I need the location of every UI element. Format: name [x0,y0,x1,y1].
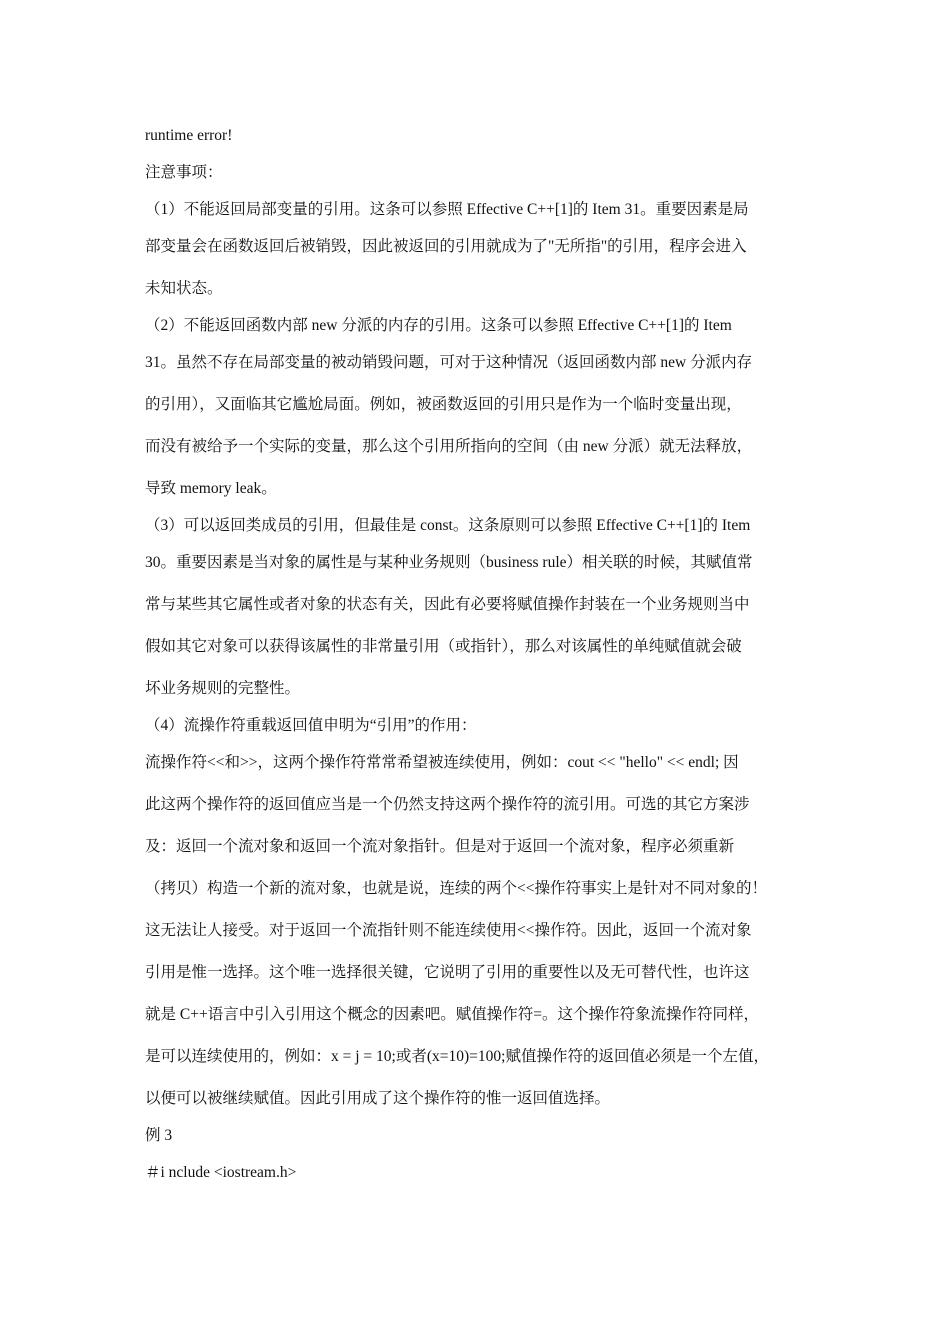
text-line: 坏业务规则的完整性。 [145,680,301,697]
text-line: （4）流操作符重载返回值申明为“引用”的作用： [145,717,477,734]
text-line: 是可以连续使用的，例如：x = j = 10;或者(x=10)=100;赋值操作符的返回值必须是一个左值， [145,1048,769,1065]
text-line: 引用是惟一选择。这个唯一选择很关键，它说明了引用的重要性以及无可替代性，也许这 [145,964,750,981]
text-line: runtime error! [145,127,233,144]
text-line: 而没有被给予一个实际的变量，那么这个引用所指向的空间（由 new 分派）就无法释放， [145,438,753,455]
code-line: ＃i nclude <iostream.h> [145,1164,297,1181]
text-line: （3）可以返回类成员的引用，但最佳是 const。这条原则可以参照 Effective C++[1]的 Item [145,517,751,534]
text-line: （1）不能返回局部变量的引用。这条可以参照 Effective C++[1]的 Item 31。重要因素是局 [145,201,749,218]
document-body [145,125,815,1199]
text-line: （拷贝）构造一个新的流对象，也就是说，连续的两个<<操作符事实上是针对不同对象的！ [145,880,767,897]
text-line: （2）不能返回函数内部 new 分派的内存的引用。这条可以参照 Effective C++[1]的 Item [145,317,732,334]
text-line: 未知状态。 [145,280,223,297]
text-line: 及：返回一个流对象和返回一个流对象指针。但是对于返回一个流对象，程序必须重新 [145,838,735,855]
text-line: 31。虽然不存在局部变量的被动销毁问题，可对于这种情况（返回函数内部 new 分派内存 [145,354,753,371]
text-line: 假如其它对象可以获得该属性的非常量引用（或指针），那么对该属性的单纯赋值就会破 [145,638,742,655]
text-line: 常与某些其它属性或者对象的状态有关，因此有必要将赋值操作封装在一个业务规则当中 [145,596,750,613]
text-line: 就是 C++语言中引入引用这个概念的因素吧。赋值操作符=。这个操作符象流操作符同样， [145,1006,759,1023]
text-line: 这无法让人接受。对于返回一个流指针则不能连续使用<<操作符。因此，返回一个流对象 [145,922,752,939]
text-line: 流操作符<<和>>，这两个操作符常常希望被连续使用，例如：cout << "hello" << endl; 因 [145,754,739,771]
text-line: 以便可以被继续赋值。因此引用成了这个操作符的惟一返回值选择。 [145,1090,611,1107]
text-line: 的引用），又面临其它尴尬局面。例如，被函数返回的引用只是作为一个临时变量出现， [145,396,742,413]
text-line: 此这两个操作符的返回值应当是一个仍然支持这两个操作符的流引用。可选的其它方案涉 [145,796,750,813]
section-heading: 注意事项： [145,164,223,181]
text-line: 30。重要因素是当对象的属性是与某种业务规则（business rule）相关联的时候，其赋值常 [145,554,753,571]
example-label: 例 3 [145,1127,173,1144]
text-line: 导致 memory leak。 [145,480,277,497]
text-line: 部变量会在函数返回后被销毁，因此被返回的引用就成为了"无所指"的引用，程序会进入 [145,238,747,255]
